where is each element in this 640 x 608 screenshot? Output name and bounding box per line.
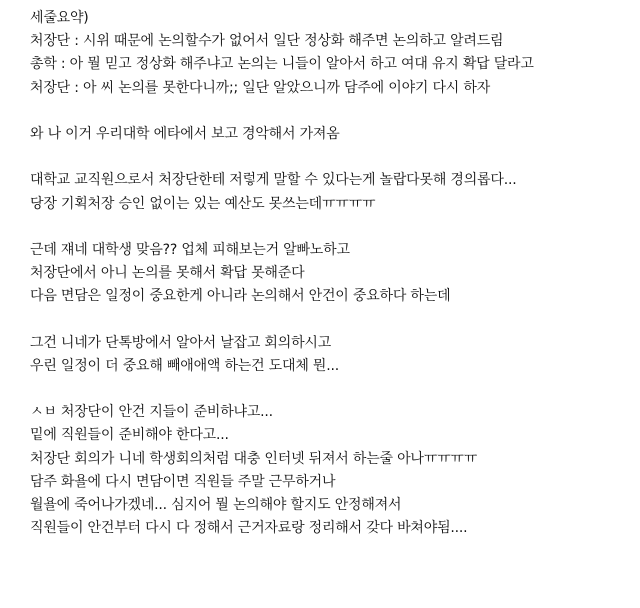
text-line: 월욜에 죽어나가겠네... 심지어 뭘 논의해야 할지도 안정해져서 — [30, 496, 402, 513]
text-line: 와 나 이거 우리대학 에타에서 보고 경악해서 가져옴 — [30, 125, 340, 142]
paragraph-complaint — [30, 401, 634, 540]
paragraph-intro — [30, 123, 634, 146]
paragraph-gap — [30, 378, 634, 401]
text-line: ㅅㅂ 처장단이 안건 지들이 준비하냐고... — [30, 404, 273, 421]
paragraph-question — [30, 239, 634, 309]
paragraph-schedule — [30, 332, 634, 378]
text-line: 그건 니네가 단톡방에서 알아서 날잡고 회의하시고 — [30, 334, 332, 351]
text-line: 처장단 회의가 니네 학생회의처럼 대충 인터넷 뒤져서 하는줄 아나ㅠㅠㅠㅠ — [30, 450, 478, 467]
document-body — [30, 7, 634, 540]
text-line: 총학 : 아 뭘 믿고 정상화 해주냐고 논의는 니들이 알아서 하고 여대 유지 확답 달라고 — [30, 56, 534, 73]
text-line: 처장단에서 아니 논의를 못해서 확답 못해준다 — [30, 265, 305, 282]
text-line: 세줄요약) — [30, 10, 89, 26]
paragraph-summary — [30, 7, 634, 100]
paragraph-gap — [30, 100, 634, 123]
text-line: 우린 일정이 더 중요해 빼애애액 하는건 도대체 뭔... — [30, 357, 339, 374]
text-line: 처장단 : 아 씨 논의를 못한다니까;; 일단 알았으니까 담주에 이야기 다시 하자 — [30, 79, 491, 96]
text-line: 밑에 직원들이 준비해야 한다고... — [30, 427, 229, 444]
text-line: 대학교 교직원으로서 처장단한테 저렇게 말할 수 있다는게 놀랍다못해 경의롭다... — [30, 172, 517, 189]
text-line: 처장단 : 시위 때문에 논의할수가 없어서 일단 정상화 해주면 논의하고 알려드림 — [30, 33, 504, 50]
text-line: 근데 쟤네 대학생 맞음?? 업체 피해보는거 알빠노하고 — [30, 241, 350, 258]
paragraph-gap — [30, 146, 634, 169]
text-line: 직원들이 안건부터 다시 다 정해서 근거자료랑 정리해서 갖다 바쳐야됨.... — [30, 520, 468, 537]
paragraph-staff-comment — [30, 169, 634, 215]
text-line: 다음 면담은 일정이 중요한게 아니라 논의해서 안건이 중요하다 하는데 — [30, 288, 451, 305]
paragraph-gap — [30, 308, 634, 331]
text-line: 담주 화욜에 다시 면담이면 직원들 주말 근무하거나 — [30, 473, 336, 490]
text-line: 당장 기획처장 승인 없이는 있는 예산도 못쓰는데ㅠㅠㅠㅠ — [30, 195, 376, 212]
paragraph-gap — [30, 216, 634, 239]
